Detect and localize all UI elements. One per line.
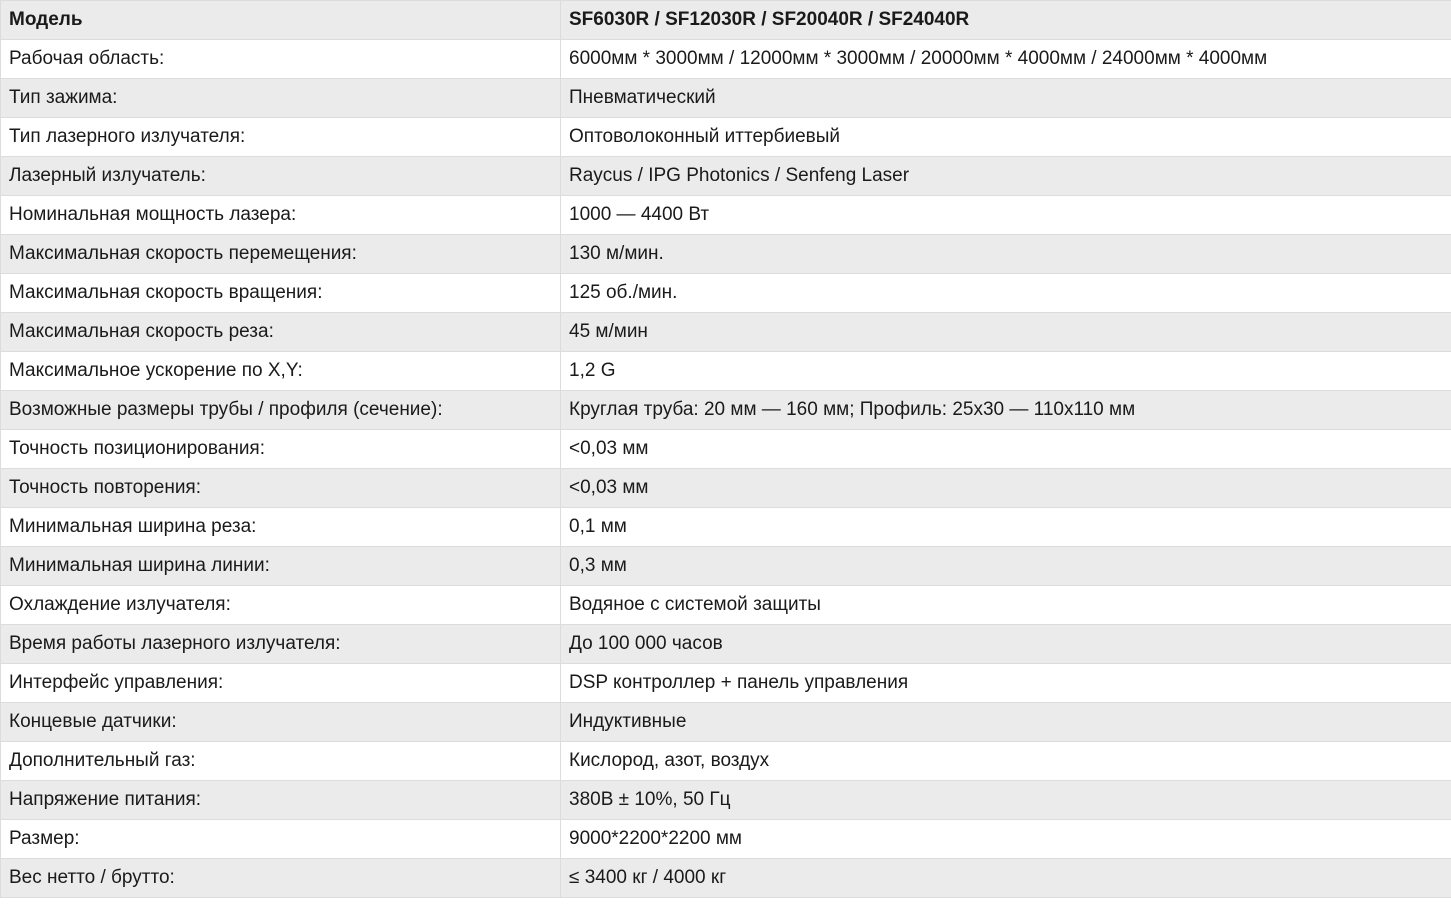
spec-label: Максимальная скорость реза:	[1, 313, 561, 352]
spec-label: Максимальная скорость вращения:	[1, 274, 561, 313]
table-row	[1, 157, 1451, 196]
header-label: Модель	[1, 1, 561, 40]
table-row	[1, 118, 1451, 157]
spec-value: До 100 000 часов	[561, 625, 1451, 664]
spec-value: 45 м/мин	[561, 313, 1451, 352]
spec-label: Вес нетто / брутто:	[1, 859, 561, 898]
spec-label: Максимальное ускорение по X,Y:	[1, 352, 561, 391]
table-row	[1, 625, 1451, 664]
spec-value: <0,03 мм	[561, 430, 1451, 469]
table-row	[1, 781, 1451, 820]
table-row	[1, 352, 1451, 391]
table-row	[1, 820, 1451, 859]
spec-value: 1000 — 4400 Вт	[561, 196, 1451, 235]
table-row	[1, 274, 1451, 313]
spec-label: Лазерный излучатель:	[1, 157, 561, 196]
spec-value: 6000мм * 3000мм / 12000мм * 3000мм / 20000мм * 4000мм / 24000мм * 4000мм	[561, 40, 1451, 79]
table-row	[1, 430, 1451, 469]
table-row	[1, 547, 1451, 586]
spec-label: Время работы лазерного излучателя:	[1, 625, 561, 664]
spec-value: 1,2 G	[561, 352, 1451, 391]
spec-label: Точность повторения:	[1, 469, 561, 508]
spec-value: Кислород, азот, воздух	[561, 742, 1451, 781]
spec-value: 380В ± 10%, 50 Гц	[561, 781, 1451, 820]
table-row	[1, 391, 1451, 430]
spec-label: Размер:	[1, 820, 561, 859]
table-row	[1, 40, 1451, 79]
spec-label: Интерфейс управления:	[1, 664, 561, 703]
spec-value: 125 об./мин.	[561, 274, 1451, 313]
spec-value: Пневматический	[561, 79, 1451, 118]
spec-label: Дополнительный газ:	[1, 742, 561, 781]
header-row	[1, 1, 1451, 40]
table-row	[1, 235, 1451, 274]
spec-label: Минимальная ширина линии:	[1, 547, 561, 586]
table-row	[1, 742, 1451, 781]
table-row	[1, 469, 1451, 508]
table-row	[1, 196, 1451, 235]
table-row	[1, 79, 1451, 118]
spec-label: Возможные размеры трубы / профиля (сечение):	[1, 391, 561, 430]
table-row	[1, 313, 1451, 352]
table-row	[1, 586, 1451, 625]
spec-value: DSP контроллер + панель управления	[561, 664, 1451, 703]
table-row	[1, 703, 1451, 742]
spec-label: Концевые датчики:	[1, 703, 561, 742]
spec-label: Тип зажима:	[1, 79, 561, 118]
spec-value: Оптоволоконный иттербиевый	[561, 118, 1451, 157]
table-row	[1, 508, 1451, 547]
spec-label: Напряжение питания:	[1, 781, 561, 820]
spec-value: Круглая труба: 20 мм — 160 мм; Профиль: 25x30 — 110x110 мм	[561, 391, 1451, 430]
spec-value: <0,03 мм	[561, 469, 1451, 508]
spec-value: 0,3 мм	[561, 547, 1451, 586]
spec-value: Raycus / IPG Photonics / Senfeng Laser	[561, 157, 1451, 196]
spec-value: Индуктивные	[561, 703, 1451, 742]
spec-value: 0,1 мм	[561, 508, 1451, 547]
spec-value: ≤ 3400 кг / 4000 кг	[561, 859, 1451, 898]
spec-label: Номинальная мощность лазера:	[1, 196, 561, 235]
table-row	[1, 859, 1451, 898]
spec-value: 130 м/мин.	[561, 235, 1451, 274]
spec-table-body	[1, 1, 1451, 898]
spec-label: Максимальная скорость перемещения:	[1, 235, 561, 274]
spec-value: Водяное с системой защиты	[561, 586, 1451, 625]
header-value: SF6030R / SF12030R / SF20040R / SF24040R	[561, 1, 1451, 40]
spec-label: Охлаждение излучателя:	[1, 586, 561, 625]
spec-value: 9000*2200*2200 мм	[561, 820, 1451, 859]
spec-label: Тип лазерного излучателя:	[1, 118, 561, 157]
spec-label: Рабочая область:	[1, 40, 561, 79]
spec-label: Точность позиционирования:	[1, 430, 561, 469]
table-row	[1, 664, 1451, 703]
spec-label: Минимальная ширина реза:	[1, 508, 561, 547]
